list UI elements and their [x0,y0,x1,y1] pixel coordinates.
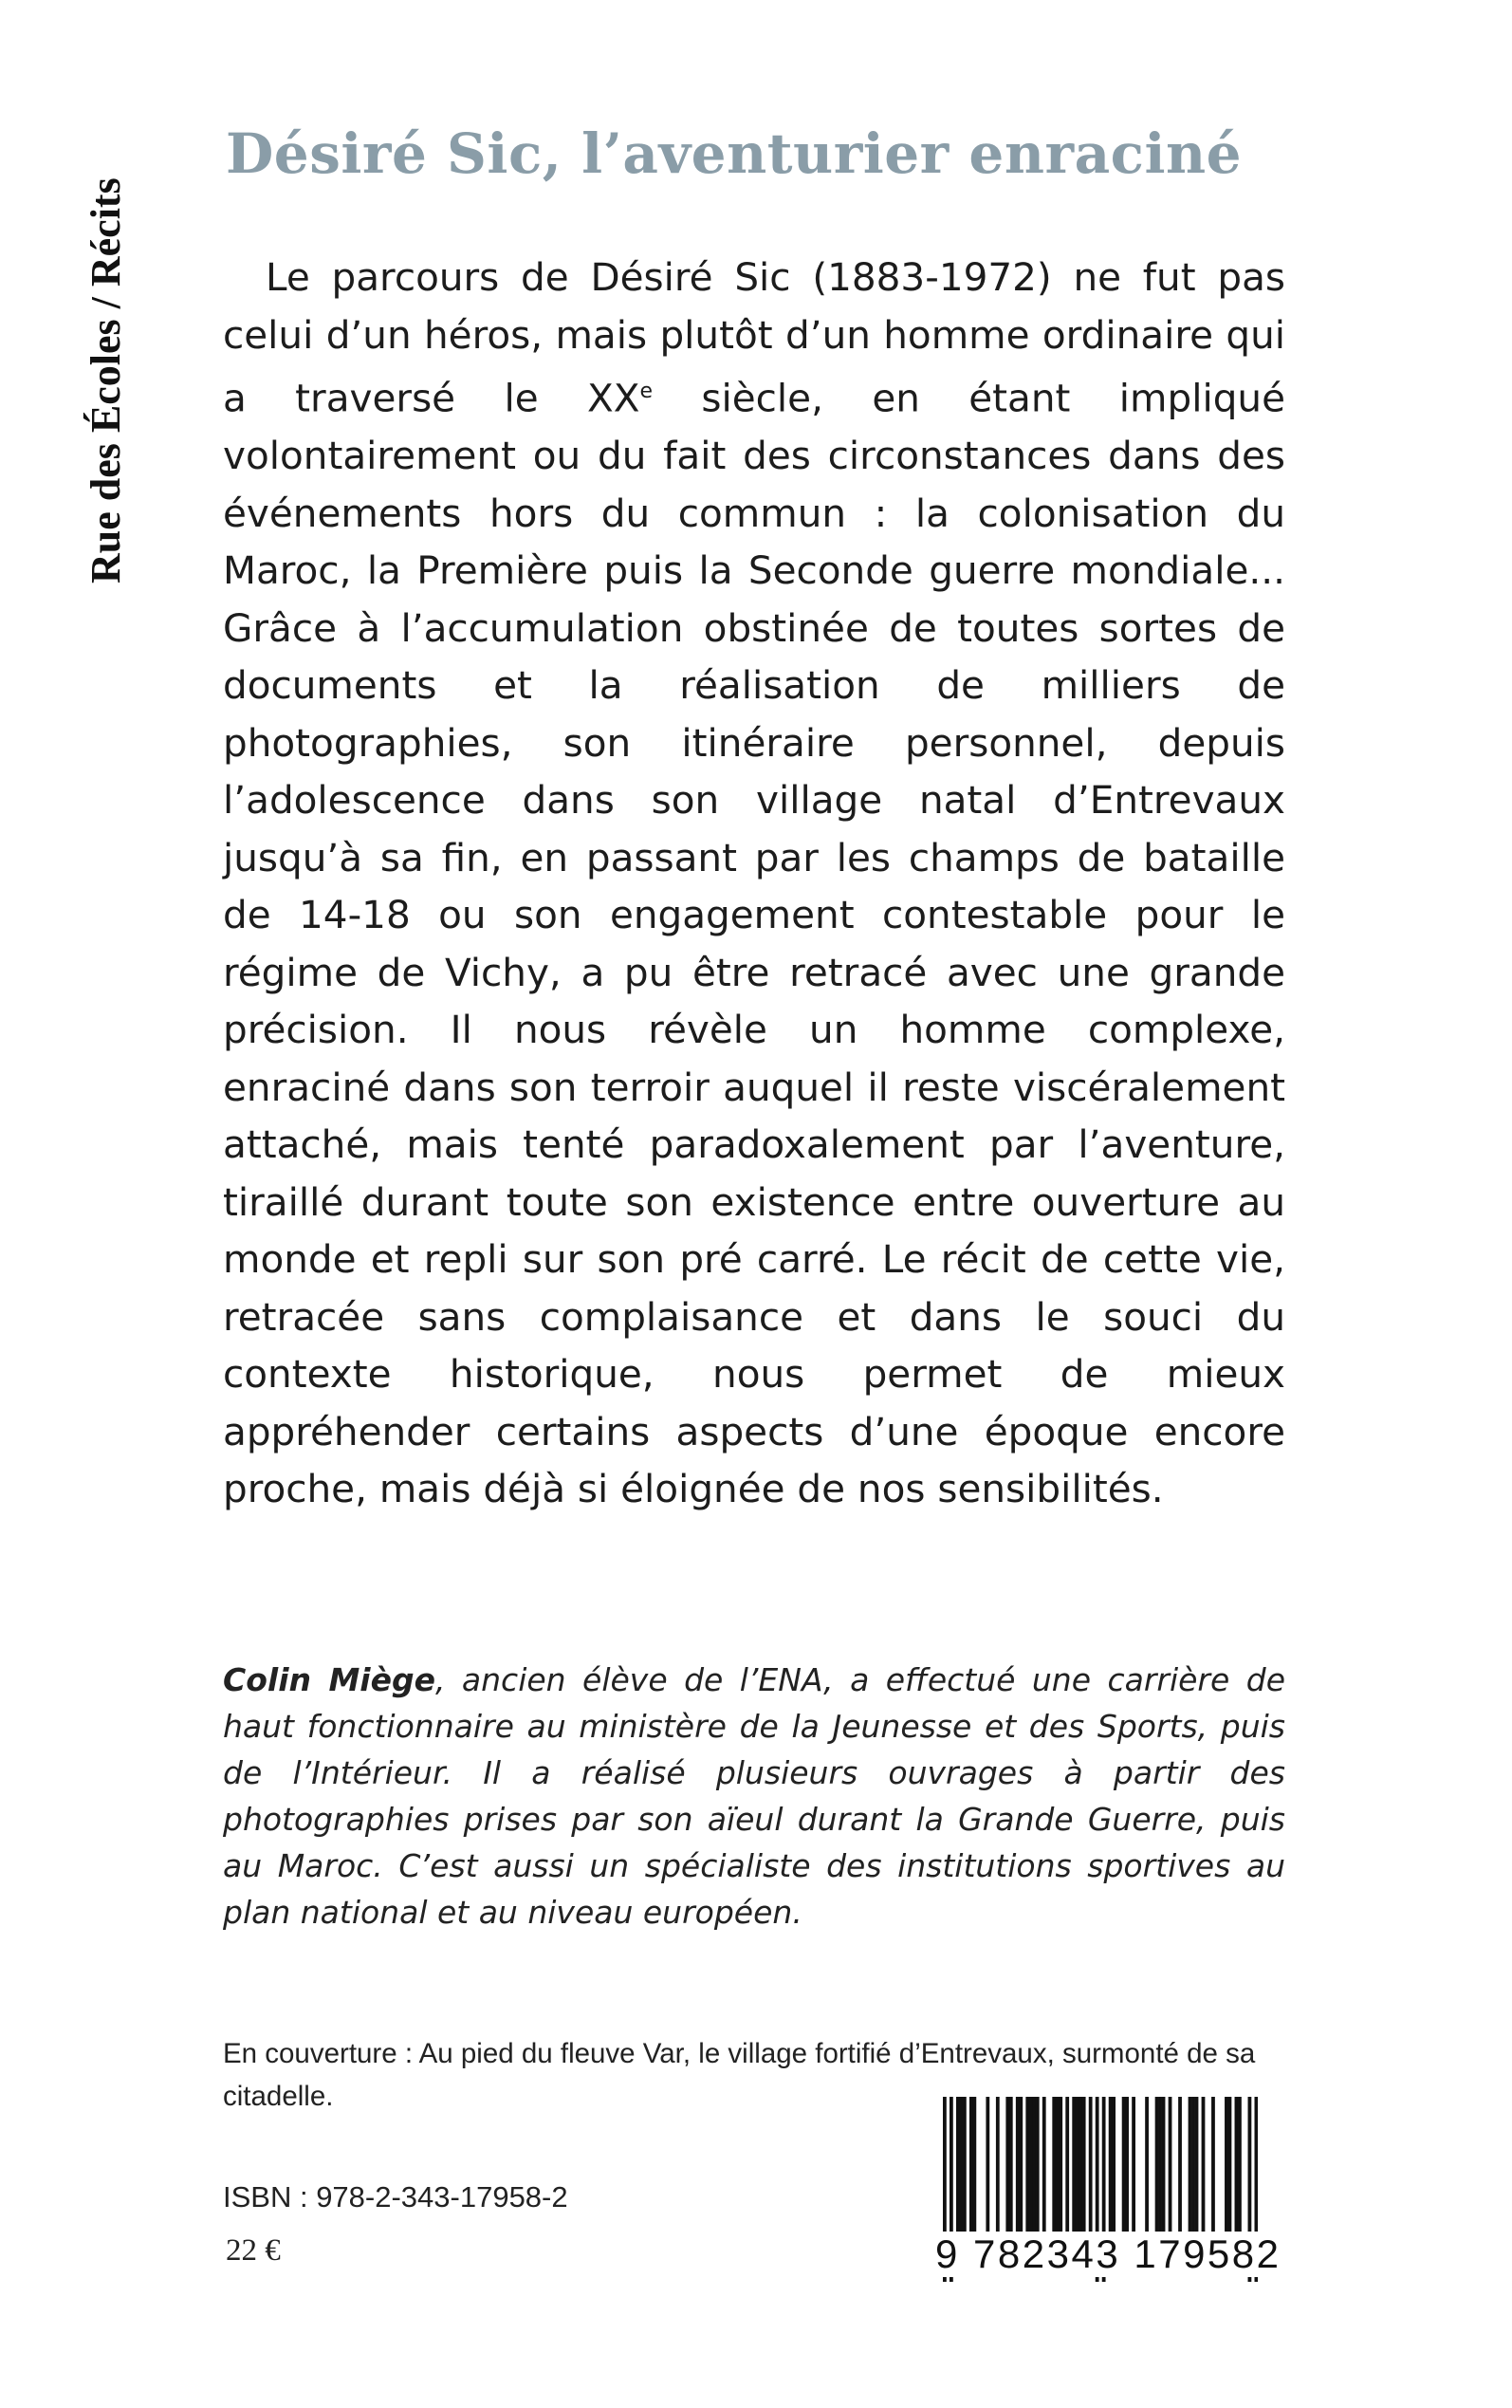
barcode-bar [1025,2097,1029,2239]
author-bio-text: , ancien élève de l’ENA, a effectué une carrière de haut fonctionnaire au ministère de la Jeunesse et des Sports, puis de l’Intérieur. Il a réalisé plusieurs ouvrages à partir des photographies prises par son aïeul durant la Grande Guerre, puis au Maroc. C’est aussi un spécialiste des institutions sportives au plan national et au niveau européen. [223,1661,1285,1931]
barcode-bar [1202,2097,1206,2239]
barcode-bar [1228,2097,1232,2239]
barcode-bar [969,2097,973,2239]
summary-part-1: Le parcours de Désiré Sic (1883-1972) ne fut pas celui d’un héros, mais plutôt d’un homme ordinaire qui a traversé le XX [223,254,1285,421]
barcode-bar [1122,2097,1126,2239]
barcode-bar [959,2097,963,2239]
barcode-bar [1145,2097,1149,2239]
barcode-bar [1178,2097,1182,2239]
barcode-bar [1059,2097,1062,2239]
barcode-bar [1065,2097,1069,2239]
book-title: Désiré Sic, l’aventurier enraciné [226,121,1243,186]
barcode-bar [1158,2097,1162,2239]
barcode-bar [1029,2097,1033,2239]
barcode-bar [1162,2097,1166,2239]
barcode-bar [1195,2097,1199,2239]
barcode-bar [986,2097,989,2239]
summary-superscript: e [639,380,654,403]
book-summary [223,249,1285,1518]
barcode-bar [956,2097,960,2239]
isbn: ISBN : 978-2-343-17958-2 [223,2180,568,2214]
barcode-bar [1191,2097,1195,2239]
barcode-bar [1112,2097,1116,2239]
collection-name: Rue des Écoles / Récits [83,177,129,583]
price: 22 € [226,2233,281,2268]
barcode-bar [1032,2097,1036,2239]
barcode-bar [1132,2097,1135,2239]
barcode-bar [1076,2097,1079,2239]
author-bio [223,1657,1285,1936]
barcode-bar [1109,2097,1113,2239]
cover-credit: En couverture : Au pied du fleuve Var, le village fortifié d’Entrevaux, surmonté de sa citadelle. [223,2038,1256,2112]
barcode-bar [1169,2097,1172,2239]
barcode-bar [1019,2097,1023,2239]
author-name: Colin Miège [223,1661,435,1698]
barcode-bar [1042,2097,1046,2239]
barcode-bar [1072,2097,1076,2239]
barcode-bar [1056,2097,1060,2239]
barcode-bar [1238,2097,1242,2239]
barcode-bar [1079,2097,1082,2239]
barcode-digits: 9 782343 179582 [935,2232,1282,2276]
barcode-bar [1211,2097,1215,2239]
barcode-bar [1036,2097,1040,2239]
barcode-bar [1225,2097,1228,2239]
barcode-bar [1016,2097,1020,2239]
barcode-bar [1189,2097,1192,2239]
barcode-bar [963,2097,967,2239]
barcode-bar [1082,2097,1086,2239]
barcode-bar [1155,2097,1159,2239]
barcode-bar [1009,2097,1013,2239]
barcode-bar [1052,2097,1056,2239]
barcode-bar [996,2097,1000,2239]
barcode-bar [972,2097,976,2239]
barcode-bar [1125,2097,1129,2239]
barcode-bar [1005,2097,1009,2239]
summary-part-2: siècle, en étant impliqué volontairement ou du fait des circonstances dans des événements hors du commun : la colonisation du Maroc, la Première puis la Seconde guerre mondiale... Grâce à l’accumulation obstinée de toutes sortes de documents et la réalisation de milliers de photographies, son itinéraire personnel, depuis l’adolescence dans son village natal d’Entrevaux jusqu’à sa fin, en passant par les champs de bataille de 14-18 ou son engagement contestable pour le régime de Vichy, a pu être retracé avec une grande précision. Il nous révèle un homme complexe, enraciné dans son terroir auquel il reste viscéralement attaché, mais tenté paradoxalement par l’aventure, tiraillé durant toute son existence entre ouverture au monde et repli sur son pré carré. Le récit de cette vie, retracée sans complaisance et dans le souci du contexte historique, nous permet de mieux appréhender certains aspects d’une époque encore proche, mais déjà si éloignée de nos sensibilités. [223,375,1285,1511]
barcode-bar [1235,2097,1239,2239]
barcode-bar [1089,2097,1093,2239]
